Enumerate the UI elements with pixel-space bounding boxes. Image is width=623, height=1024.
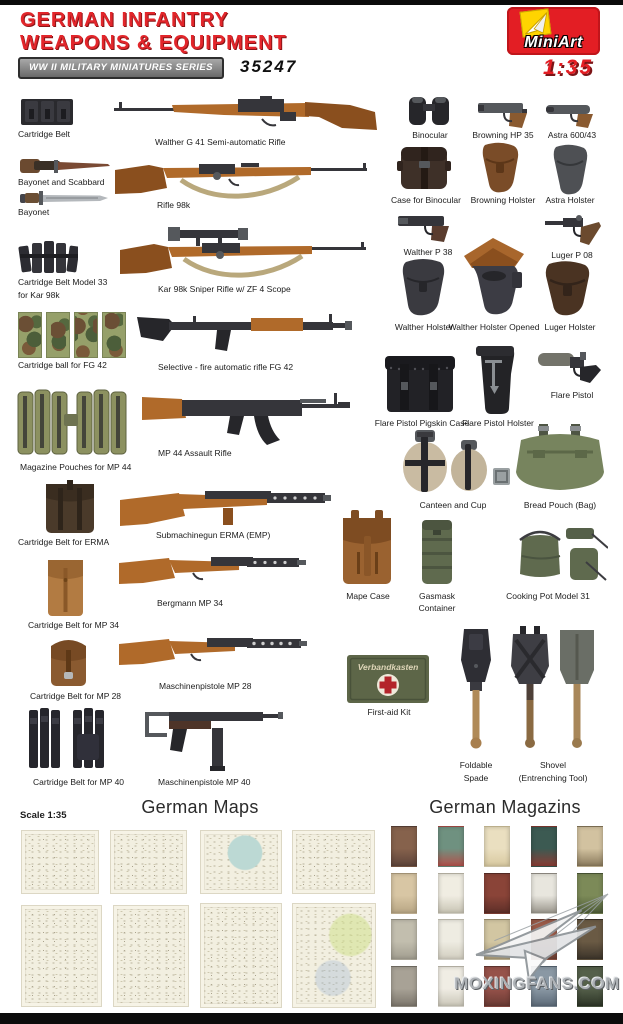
magazine-cover <box>391 966 417 1007</box>
cartridge-belt-label: Cartridge Belt <box>18 129 70 139</box>
mp40-label: Maschinenpistole MP 40 <box>158 777 251 787</box>
magazine-cover <box>438 826 464 867</box>
mp44-pouches-figure <box>16 388 128 460</box>
magazine-cover <box>391 919 417 960</box>
magazine-cover <box>531 826 557 867</box>
erma-label: Submachinegun ERMA (EMP) <box>156 530 271 540</box>
series-badge: WW II MILITARY MINIATURES SERIES <box>18 57 224 79</box>
browning-pistol-icon <box>476 97 534 129</box>
browning-holster-label: Browning Holster <box>470 195 536 205</box>
rifle-98k-figure <box>113 155 375 205</box>
page-title-line2: WEAPONS & EQUIPMENT <box>20 32 287 54</box>
mp44-pouches-label: Magazine Pouches for MP 44 <box>20 462 132 472</box>
foldable-spade-label-line1: Foldable <box>459 760 493 770</box>
bayonet-scabbard-label: Bayonet and Scabbard <box>18 177 105 187</box>
top-black-bar <box>0 0 623 5</box>
cooking-pot-icon <box>490 522 608 586</box>
magazine-cover <box>438 919 464 960</box>
luger-holster-figure <box>539 258 597 320</box>
binocular-icon <box>404 94 454 128</box>
browning-figure <box>476 97 534 129</box>
gasmask-container-figure <box>420 518 454 586</box>
camo-pouch-icon <box>46 312 70 358</box>
luger-holster-icon <box>539 258 597 320</box>
mp34-belt-label: Cartridge Belt for MP 34 <box>28 620 120 630</box>
watermark-text: MOXINGFANS.COM <box>454 974 620 993</box>
map-thumbnail <box>292 830 375 894</box>
camo-pouch-icon <box>18 312 42 358</box>
mp28-figure <box>117 628 309 680</box>
first-aid-box-label: Verbandkasten <box>357 662 419 672</box>
mp28-belt-label: Cartridge Belt for MP 28 <box>30 691 122 701</box>
flare-holster-figure <box>468 342 520 416</box>
map-thumbnail <box>110 830 187 894</box>
binocular-label: Binocular <box>412 130 448 140</box>
mp28-label: Maschinenpistole MP 28 <box>159 681 252 691</box>
map-thumbnail <box>200 830 282 894</box>
flare-holster-label: Flare Pistol Holster <box>462 418 534 428</box>
browning-label: Browning HP 35 <box>472 130 534 140</box>
flare-case-figure <box>383 352 457 416</box>
walther-holster-opened-icon <box>456 236 530 320</box>
astra-holster-icon <box>548 142 592 200</box>
astra-figure <box>544 98 600 129</box>
bread-pouch-icon <box>513 424 607 494</box>
flare-pistol-icon <box>536 346 602 384</box>
canteen-icon <box>393 430 513 494</box>
erma-belt-figure <box>44 478 96 535</box>
scale-badge: 1:35 <box>543 56 594 79</box>
browning-holster-icon <box>477 140 523 198</box>
bottom-black-bar <box>0 1013 623 1024</box>
fg42-pouches-figure <box>18 312 126 358</box>
cartridge-belt-icon <box>20 97 74 127</box>
walther-g41-figure <box>112 93 380 135</box>
p38-pistol-icon <box>396 208 456 244</box>
map-thumbnail <box>292 903 376 1008</box>
mp34-belt-icon <box>47 556 84 618</box>
astra-holster-figure <box>548 142 592 200</box>
flare-holster-icon <box>468 342 520 416</box>
walther-holster-label: Walther Holster <box>394 322 454 332</box>
watermark-plane-icon <box>468 892 610 984</box>
flare-pistol-figure <box>536 346 602 384</box>
kar98k-sniper-figure <box>118 222 373 284</box>
binocular-case-label: Case for Binocular <box>391 195 461 205</box>
foldable-spade-label-line2: Spade <box>463 773 489 783</box>
fg42-pouches-label: Cartridge ball for FG 42 <box>18 360 107 370</box>
fg42-label: Selective - fire automatic rifle FG 42 <box>158 362 294 372</box>
kit-number: 35247 <box>240 57 298 76</box>
camo-pouch-icon <box>74 312 98 358</box>
magazines-section-title: German Magazins <box>429 797 581 817</box>
fg42-rifle-icon <box>133 305 353 361</box>
map-case-icon <box>341 510 393 588</box>
gasmask-label-line2: Container <box>418 603 456 613</box>
mp34-belt-figure <box>47 556 84 618</box>
map-thumbnail <box>21 830 99 894</box>
bread-pouch-figure <box>513 424 607 494</box>
walther-holster-opened-figure <box>456 236 530 320</box>
bread-pouch-label: Bread Pouch (Bag) <box>523 500 597 510</box>
kar98k-sniper-label: Kar 98k Sniper Rifle w/ ZF 4 Scope <box>158 284 291 294</box>
luger-holster-label: Luger Holster <box>544 322 596 332</box>
mp40-belt-figure <box>29 706 108 773</box>
erma-belt-label: Cartridge Belt for ERMA <box>18 537 110 547</box>
canteen-figure <box>393 430 513 494</box>
map-case-label: Mape Case <box>346 591 390 601</box>
bayonet-figure <box>20 190 110 206</box>
bayonet-icon <box>20 190 110 206</box>
g41-rifle-icon <box>112 93 380 135</box>
gasmask-container-icon <box>420 518 454 586</box>
cartridge-belt-figure <box>20 97 74 127</box>
map-case-figure <box>341 510 393 588</box>
walther-g41-label: Walther G 41 Semi-automatic Rifle <box>155 137 286 147</box>
rifle-98k-label: Rifle 98k <box>157 200 191 210</box>
browning-holster-figure <box>477 140 523 198</box>
magazine-cover <box>391 873 417 914</box>
foldable-spade-figure <box>455 626 497 750</box>
foldable-spade-icon <box>455 626 497 750</box>
flare-case-icon <box>383 352 457 416</box>
map-thumbnail <box>200 903 282 1008</box>
maps-section-title: German Maps <box>141 797 259 817</box>
astra-holster-label: Astra Holster <box>545 195 595 205</box>
first-aid-box-icon <box>347 655 429 703</box>
brand-name: MiniArt <box>524 34 583 51</box>
binocular-figure <box>404 94 454 128</box>
astra-pistol-icon <box>544 98 600 129</box>
luger-p08-figure <box>543 210 601 248</box>
mp40-belt-icon <box>29 706 108 773</box>
shovel-label-line2: (Entrenching Tool) <box>518 773 588 783</box>
magazine-cover <box>438 873 464 914</box>
astra-label: Astra 600/43 <box>547 130 597 140</box>
erma-belt-icon <box>44 478 96 535</box>
camo-pouch-icon <box>102 312 126 358</box>
walther-holster-opened-label: Walther Holster Opened <box>448 322 540 332</box>
luger-pistol-icon <box>543 210 601 248</box>
mp34-figure <box>117 550 309 596</box>
map-thumbnail <box>113 905 189 1007</box>
first-aid-label: First-aid Kit <box>367 707 411 717</box>
shovel-figure <box>508 626 598 750</box>
belt-m33-icon <box>18 240 78 276</box>
mp28-belt-figure <box>49 636 88 688</box>
walther-holster-icon <box>397 256 449 320</box>
walther-p38-figure <box>396 208 456 244</box>
bayonet-scabbard-figure <box>20 156 112 176</box>
belt-m33-figure <box>18 240 78 276</box>
mp40-belt-label: Cartridge Belt for MP 40 <box>33 777 125 787</box>
miniart-logo <box>507 7 600 55</box>
binocular-case-figure <box>397 143 451 193</box>
mp44-rifle-icon <box>138 388 353 454</box>
mp44-label: MP 44 Assault Rifle <box>158 448 232 458</box>
cooking-pot-figure <box>490 522 608 586</box>
map-thumbnail <box>21 905 102 1007</box>
belt-m33-label-line2: for Kar 98k <box>18 290 60 300</box>
magazine-cover <box>484 826 510 867</box>
rifle-98k-icon <box>113 155 375 205</box>
belt-m33-label-line1: Cartridge Belt Model 33 <box>18 277 108 287</box>
walther-holster-figure <box>397 256 449 320</box>
mp40-smg-icon <box>135 700 285 772</box>
gasmask-label-line1: Gasmask <box>419 591 455 601</box>
mp34-label: Bergmann MP 34 <box>157 598 223 608</box>
cooking-pot-label: Cooking Pot Model 31 <box>506 591 590 601</box>
mp44-pouches-icon <box>16 388 128 460</box>
luger-p08-label: Luger P 08 <box>551 250 593 260</box>
scale-note: Scale 1:35 <box>20 810 67 821</box>
shovel-label-line1: Shovel <box>540 760 566 770</box>
magazine-cover <box>577 826 603 867</box>
mp44-figure <box>138 388 353 454</box>
mp40-figure <box>135 700 285 772</box>
fg42-figure <box>133 305 353 361</box>
mp28-belt-icon <box>49 636 88 688</box>
sniper-rifle-icon <box>118 222 373 284</box>
bayonet-label: Bayonet <box>18 207 50 217</box>
first-aid-figure <box>347 655 429 703</box>
walther-p38-label: Walther P 38 <box>403 247 453 257</box>
shovel-icon <box>508 626 598 750</box>
bayonet-scabbard-icon <box>20 156 112 176</box>
mp28-smg-icon <box>117 628 309 680</box>
mp34-smg-icon <box>117 550 309 596</box>
page-title-line1: GERMAN INFANTRY <box>20 9 229 31</box>
binocular-case-icon <box>397 143 451 193</box>
canteen-label: Canteen and Cup <box>419 500 487 510</box>
flare-pistol-label: Flare Pistol <box>550 390 594 400</box>
magazine-cover <box>391 826 417 867</box>
flare-case-label: Flare Pistol Pigskin Case <box>374 418 470 428</box>
